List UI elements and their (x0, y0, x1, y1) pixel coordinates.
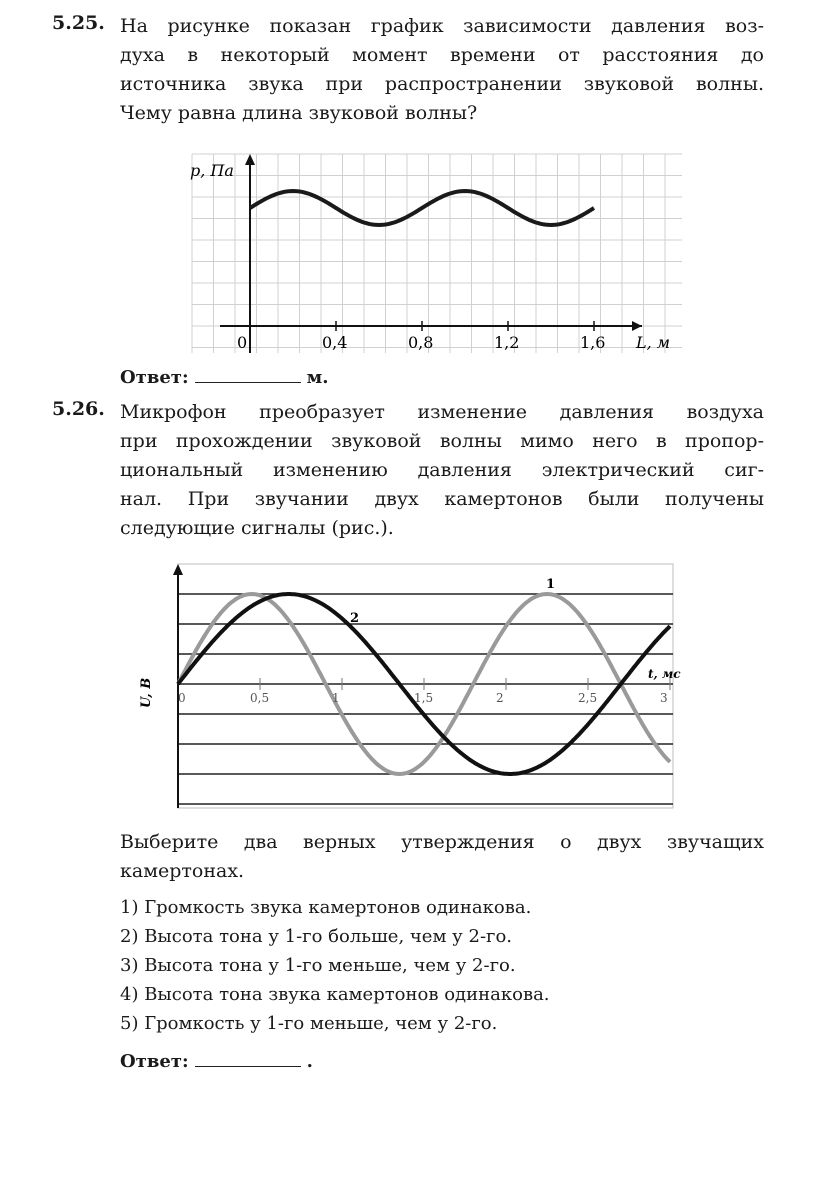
answer-option: 5) Громкость у 1-го меньше, чем у 2-го. (120, 1013, 498, 1034)
chart-axes (173, 564, 670, 808)
y-axis-label: p, Па (190, 161, 234, 180)
x-tick-label: 1,2 (494, 333, 520, 352)
pressure-curve (250, 191, 594, 225)
y-axis-label: U, В (139, 677, 154, 708)
y-axis-arrow (173, 564, 183, 575)
chart-grid (192, 154, 682, 353)
answer-option: 4) Высота тона звука камертонов одинакова. (120, 984, 550, 1005)
x-tick-label: 2,5 (578, 691, 598, 705)
x-axis-arrow (632, 321, 642, 331)
x-tick-label: 3 (660, 691, 668, 705)
text-line: Выберите два верных утверждения о двух звучащих (120, 831, 764, 853)
answer-line (120, 1050, 313, 1072)
answer-unit: м. (306, 367, 329, 388)
chart-grid (178, 564, 673, 808)
y-axis-arrow (245, 154, 255, 165)
text-line: На рисунке показан график зависимости давления воз- (120, 15, 764, 37)
x-tick-label: 0,8 (408, 333, 434, 352)
answer-blank[interactable] (195, 366, 301, 383)
x-tick-labels (237, 333, 605, 352)
text-line: циональный изменению давления электрический сиг- (120, 459, 764, 481)
answer-end: . (306, 1051, 313, 1072)
series-2-label: 2 (350, 611, 360, 626)
x-tick-label: 1 (332, 691, 340, 705)
problem-number: 5.26. (52, 398, 105, 420)
x-tick-label: 1,6 (580, 333, 606, 352)
problem-text (120, 398, 764, 543)
x-tick-label: 0 (178, 691, 186, 705)
x-tick-label: 1,5 (414, 691, 434, 705)
question-text (120, 828, 764, 886)
problem-text (120, 12, 764, 128)
answer-line (120, 366, 329, 388)
x-axis-label: t, мс (648, 667, 681, 681)
text-line: следующие сигналы (рис.). (120, 517, 394, 539)
text-line: при прохождении звуковой волны мимо него в пропор- (120, 430, 764, 452)
answer-blank[interactable] (195, 1050, 301, 1067)
x-tick-label: 0,4 (322, 333, 348, 352)
pressure-distance-chart (180, 148, 690, 363)
text-line: нал. При звучании двух камертонов были получены (120, 488, 764, 510)
answer-label: Ответ: (120, 1051, 189, 1072)
problem-number: 5.25. (52, 12, 105, 34)
text-line: камертонах. (120, 860, 245, 882)
answer-option: 3) Высота тона у 1-го меньше, чем у 2-го. (120, 955, 516, 976)
text-line: духа в некоторый момент времени от расстояния до (120, 44, 764, 66)
x-tick-label: 0,5 (250, 691, 270, 705)
text-line: источника звука при распространении звуковой волны. (120, 73, 764, 95)
text-line: Микрофон преобразует изменение давления воздуха (120, 401, 764, 423)
answer-label: Ответ: (120, 367, 189, 388)
answer-option: 1) Громкость звука камертонов одинакова. (120, 897, 532, 918)
chart-frame (178, 564, 673, 808)
voltage-time-chart (128, 560, 688, 815)
series-1-label: 1 (546, 577, 556, 592)
answer-option: 2) Высота тона у 1-го больше, чем у 2-го. (120, 926, 513, 947)
x-axis-label: L, м (636, 333, 671, 352)
x-tick-labels (178, 691, 668, 705)
x-tick-label: 0 (237, 333, 248, 352)
text-line: Чему равна длина звуковой волны? (120, 102, 478, 124)
x-tick-label: 2 (496, 691, 504, 705)
